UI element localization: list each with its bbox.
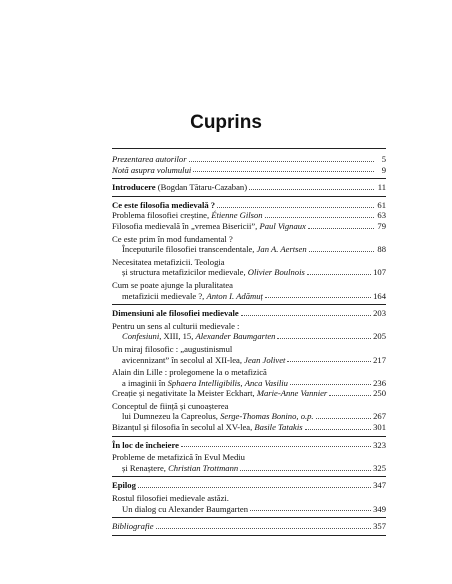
dot-leader — [265, 297, 371, 298]
toc-text-run: Anca Vasiliu — [244, 377, 288, 388]
dot-leader — [241, 315, 371, 316]
toc-entry-line — [112, 440, 386, 451]
toc-entry-title — [122, 291, 263, 302]
toc-text-run: Filosofia medievală în „vremea Bisericii”, — [112, 220, 260, 231]
page-number: 11 — [377, 182, 386, 193]
toc-text-run: și Renaștere, — [122, 462, 169, 473]
top-rule — [112, 148, 386, 149]
toc-entry — [112, 440, 386, 451]
dot-leader — [290, 384, 371, 385]
toc-text-run: Conceptul de ființă și cunoașterea — [112, 400, 229, 411]
toc-entry-title — [112, 367, 267, 378]
toc-entry-line — [112, 452, 386, 463]
toc-text-run: Basile Tatakis — [254, 422, 303, 433]
toc-entry-line — [112, 165, 386, 176]
page-title: Cuprins — [190, 112, 262, 133]
toc-text-run: Alain din Lille : prolegomene la o metafizică — [112, 367, 267, 378]
toc-entry — [112, 344, 386, 365]
page-number: 217 — [373, 354, 386, 365]
page-number: 79 — [377, 220, 386, 231]
toc-entry-title — [112, 154, 187, 165]
toc-text-run: a imaginii în — [122, 377, 168, 388]
page-number: 203 — [373, 308, 386, 319]
page-number: 267 — [373, 411, 386, 422]
dot-leader — [329, 395, 371, 396]
toc-entry-title — [112, 182, 247, 193]
toc-entry — [112, 165, 386, 176]
toc-text-run: , XIII, 15, — [159, 331, 196, 342]
toc-entry — [112, 210, 386, 221]
toc-entry — [112, 154, 386, 165]
dot-leader — [193, 171, 374, 172]
toc-text-run: Dimensiuni ale filosofiei medievale — [112, 308, 239, 319]
toc-entry-title — [112, 440, 179, 451]
dot-leader — [307, 274, 371, 275]
toc-text-run: Introducere — [112, 182, 156, 193]
toc-entry-title — [112, 234, 233, 245]
toc-text-run: Notă asupra volumului — [112, 164, 192, 175]
dot-leader — [249, 189, 374, 190]
toc-text-run: Bizanțul și filosofia în secolul al XV-lea, — [112, 422, 255, 433]
toc-entry-line — [112, 154, 386, 165]
toc-text-run: Necesitatea metafizicii. Teologia — [112, 256, 225, 267]
toc-entry-line — [112, 291, 386, 302]
toc-entry-line — [112, 378, 386, 389]
toc-entry — [112, 280, 386, 301]
toc-entry — [112, 367, 386, 388]
toc-entry-title — [112, 452, 245, 463]
toc-text-run: Probleme de metafizică în Evul Mediu — [112, 452, 245, 463]
toc-text-run: Ce este prim în mod fundamental ? — [112, 233, 233, 244]
dot-leader — [250, 510, 371, 511]
toc-entry — [112, 401, 386, 422]
toc-entry-title — [112, 480, 136, 491]
toc-entry-line — [112, 200, 386, 211]
page-number: 325 — [373, 462, 386, 473]
dot-leader — [181, 446, 371, 447]
toc-entry — [112, 452, 386, 473]
dot-leader — [277, 338, 371, 339]
toc-entry-line — [112, 182, 386, 193]
page-number: 164 — [373, 290, 386, 301]
toc-entry-line — [112, 355, 386, 366]
toc-entry-line — [112, 411, 386, 422]
toc-text-run: Anton I. Adămuț — [206, 290, 263, 301]
toc-entry-line — [112, 221, 386, 232]
toc-entry-line — [112, 210, 386, 221]
dot-leader — [240, 470, 371, 471]
toc-entry — [112, 234, 386, 255]
toc-text-run: Étienne Gilson — [211, 210, 263, 221]
toc-entry-title — [122, 355, 285, 366]
toc-entry-title — [122, 244, 307, 255]
toc-entry — [112, 493, 386, 514]
section-rule — [112, 436, 386, 437]
toc-text-run: Un miraj filosofic : „augustinismul — [112, 343, 233, 354]
toc-entry-line — [112, 422, 386, 433]
toc-text-run: Sphaera Intelligibilis — [167, 377, 241, 388]
toc-text-run: , — [240, 377, 245, 388]
toc-text-run: Confesiuni — [122, 331, 160, 342]
toc-entry-title — [112, 401, 228, 412]
toc-text-run: Un dialog cu Alexander Baumgarten — [122, 503, 249, 514]
section-rule — [112, 476, 386, 477]
toc-entry-title — [112, 221, 306, 232]
toc-entry-line — [112, 257, 386, 268]
toc-entry — [112, 388, 386, 399]
toc-text-run: Creație și negativitate la Meister Eckhart, — [112, 388, 257, 399]
toc-text-run: (Bogdan Tătaru-Cazaban) — [155, 182, 248, 193]
toc-entry-title — [112, 493, 229, 504]
page-number: 250 — [373, 388, 386, 399]
toc-text-run: avicennizant” în secolul al XII-lea, — [122, 354, 245, 365]
toc-entry — [112, 480, 386, 491]
toc-text-run: Paul Vignaux — [259, 220, 306, 231]
toc-entry — [112, 422, 386, 433]
toc-entry-line — [112, 280, 386, 291]
toc-entry-title — [112, 388, 327, 399]
toc-entry-title — [122, 504, 248, 515]
toc-entry — [112, 521, 386, 532]
toc-entry-title — [122, 378, 288, 389]
toc-entry — [112, 321, 386, 342]
section-rule — [112, 535, 386, 536]
toc-entry-line — [112, 521, 386, 532]
toc-entry-line — [112, 463, 386, 474]
toc-text-run: Problema filosofiei creștine, — [112, 210, 212, 221]
section-rule — [112, 304, 386, 305]
section-rule — [112, 517, 386, 518]
toc-text-run: Serge-Thomas Bonino, o.p. — [220, 411, 314, 422]
page-number: 5 — [381, 154, 386, 164]
toc-entry-title — [112, 280, 233, 291]
toc-entry — [112, 308, 386, 319]
page-number: 347 — [373, 480, 386, 491]
table-of-contents — [112, 148, 386, 539]
toc-entry-line — [112, 321, 386, 332]
toc-entry-title — [112, 210, 263, 221]
dot-leader — [217, 207, 374, 208]
toc-entry-title — [112, 422, 303, 433]
toc-entry-line — [112, 388, 386, 399]
toc-text-run: Jean Jolivet — [244, 354, 286, 365]
toc-text-run: Olivier Boulnois — [247, 267, 305, 278]
section-rule — [112, 196, 386, 197]
toc-text-run: Rostul filosofiei medievale astăzi. — [112, 493, 229, 504]
page-number: 323 — [373, 439, 386, 450]
toc-entry — [112, 200, 386, 211]
page-number: 88 — [377, 244, 386, 255]
page-number: 357 — [373, 521, 386, 532]
toc-entry-line — [112, 401, 386, 412]
dot-leader — [265, 217, 374, 218]
dot-leader — [138, 487, 371, 488]
toc-text-run: Prezentarea autorilor — [112, 154, 187, 164]
toc-text-run: Pentru un sens al culturii medievale : — [112, 320, 240, 331]
toc-text-run: Epilog — [112, 480, 136, 491]
toc-entry-title — [112, 521, 154, 532]
toc-entry-title — [112, 308, 239, 319]
toc-text-run: Christian Trottmann — [168, 462, 239, 473]
page-number: 205 — [373, 331, 386, 342]
toc-entry-line — [112, 344, 386, 355]
toc-text-run: lui Dumnezeu la Capreolus, — [122, 411, 221, 422]
toc-entry-title — [112, 200, 215, 211]
toc-entry-title — [122, 267, 305, 278]
toc-entry-line — [112, 308, 386, 319]
toc-entry-title — [122, 463, 238, 474]
page-number: 349 — [373, 503, 386, 514]
toc-entry — [112, 182, 386, 193]
toc-entry — [112, 221, 386, 232]
toc-entry-line — [112, 244, 386, 255]
toc-text-run: Bibliografie — [112, 521, 154, 532]
dot-leader — [287, 361, 371, 362]
toc-entry-line — [112, 504, 386, 515]
dot-leader — [309, 251, 374, 252]
toc-text-run: În loc de încheiere — [112, 439, 179, 450]
page-number: 61 — [377, 199, 386, 210]
dot-leader — [308, 228, 374, 229]
toc-entry-line — [112, 267, 386, 278]
toc-entry-line — [112, 493, 386, 504]
toc-entry-title — [112, 165, 191, 176]
dot-leader — [305, 429, 372, 430]
toc-entry — [112, 257, 386, 278]
toc-entry-line — [112, 367, 386, 378]
toc-text-run: Începuturile filosofiei transcendentale, — [122, 244, 257, 255]
toc-entry-title — [112, 321, 239, 332]
toc-entry-title — [112, 257, 225, 268]
toc-entry-title — [122, 411, 314, 422]
toc-text-run: Cum se poate ajunge la pluralitatea — [112, 279, 233, 290]
toc-entry-title — [122, 331, 275, 342]
page-number: 63 — [377, 210, 386, 221]
page-number: 107 — [373, 267, 386, 278]
section-rule — [112, 178, 386, 179]
toc-text-run: Marie-Anne Vannier — [256, 388, 328, 399]
toc-text-run: Ce este filosofia medievală ? — [112, 199, 216, 210]
page-number: 236 — [373, 377, 386, 388]
dot-leader — [156, 528, 372, 529]
toc-text-run: metafizicii medievale ?, — [122, 290, 207, 301]
page-number: 9 — [381, 164, 386, 175]
toc-text-run: și structura metafizicilor medievale, — [122, 267, 248, 278]
toc-entry-line — [112, 234, 386, 245]
toc-text-run: Alexander Baumgarten — [195, 331, 276, 342]
toc-entry-line — [112, 331, 386, 342]
dot-leader — [316, 418, 372, 419]
toc-entry-title — [112, 344, 232, 355]
toc-entry-line — [112, 480, 386, 491]
page-number: 301 — [373, 422, 386, 433]
toc-text-run: Jan A. Aertsen — [256, 244, 307, 255]
dot-leader — [189, 161, 374, 162]
